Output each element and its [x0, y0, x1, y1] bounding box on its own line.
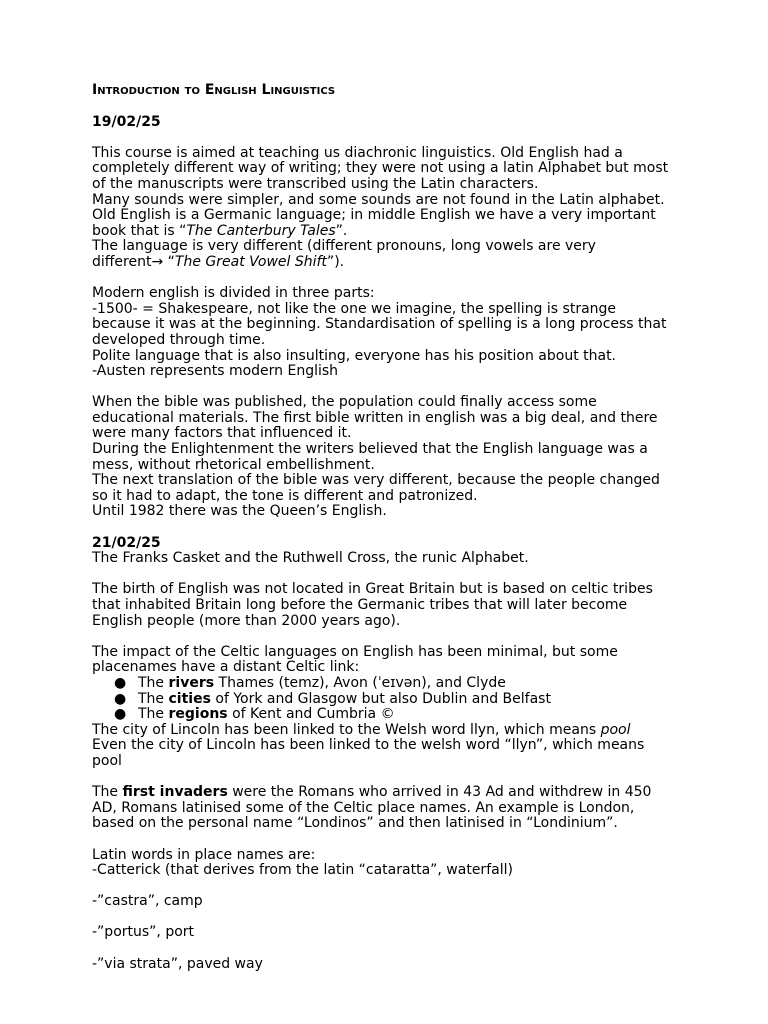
text-line: -”portus”, port — [92, 924, 195, 941]
text-line: educational materials. The first bible written in english was a big deal, and there — [92, 409, 658, 426]
text-line: completely different way of writing; they were not using a latin Alphabet but most — [92, 160, 669, 177]
text-line: -Austen represents modern English — [92, 363, 339, 380]
bullet-icon: ● — [114, 706, 127, 723]
text-line: The impact of the Celtic languages on English has been minimal, but some — [92, 643, 618, 660]
text-line: The next translation of the bible was very different, because the people changed — [92, 472, 660, 489]
text-line: so it had to adapt, the tone is different and patronized. — [92, 487, 478, 504]
list-item: ● The regions of Kent and Cumbria © — [114, 706, 395, 723]
text-line: Many sounds were simpler, and some sounds are not found in the Latin alphabet. — [92, 191, 665, 208]
text-line: Polite language that is also insulting, everyone has his position about that. — [92, 347, 617, 364]
book-title: The Canterbury Tales — [186, 222, 336, 239]
document-title: Introduction to English Linguistics — [92, 82, 336, 98]
text-line: -”via strata”, paved way — [92, 955, 263, 972]
text-line: The first invaders were the Romans who arrived in 43 Ad and withdrew in 450 — [92, 784, 652, 801]
text-line: Until 1982 there was the Queen’s English. — [92, 503, 387, 520]
text-line: different→ “The Great Vowel Shift”). — [92, 253, 345, 270]
text-line: of the manuscripts were transcribed using the Latin characters. — [92, 175, 539, 192]
text-line: placenames have a distant Celtic link: — [92, 659, 360, 676]
vowel-shift-title: The Great Vowel Shift — [174, 253, 327, 270]
text-line: The birth of English was not located in Great Britain but is based on celtic tribes — [92, 581, 653, 598]
text-line: The Franks Casket and the Ruthwell Cross, the runic Alphabet. — [92, 550, 529, 567]
text-line: based on the personal name “Londinos” and then latinised in “Londinium”. — [92, 815, 618, 832]
text-line: Modern english is divided in three parts: — [92, 285, 375, 302]
text-line: During the Enlightenment the writers believed that the English language was a — [92, 441, 648, 458]
text-line: The city of Lincoln has been linked to the Welsh word llyn, which means pool — [92, 721, 631, 738]
text-line: -Catterick (that derives from the latin “cataratta”, waterfall) — [92, 862, 513, 879]
section-date: 19/02/25 — [92, 113, 161, 130]
text-line: because it was at the beginning. Standardisation of spelling is a long process that — [92, 316, 667, 333]
text-line: -”castra”, camp — [92, 893, 203, 910]
text-line: English people (more than 2000 years ago). — [92, 612, 401, 629]
text-line: Latin words in place names are: — [92, 846, 316, 863]
celtic-placenames-list — [92, 676, 712, 723]
bullet-icon: ● — [114, 674, 127, 691]
text-line: developed through time. — [92, 331, 266, 348]
list-item: ● The rivers Thames (temz), Avon (ˈeɪvən), and Clyde — [114, 674, 506, 691]
text-line: Even the city of Lincoln has been linked to the welsh word “llyn”, which means — [92, 737, 645, 754]
list-item: ● The cities of York and Glasgow but also Dublin and Belfast — [114, 690, 551, 707]
text-line: mess, without rhetorical embellishment. — [92, 456, 375, 473]
text-line: The language is very different (different pronouns, long vowels are very — [92, 238, 596, 255]
text-line: that inhabited Britain long before the Germanic tribes that will later become — [92, 597, 628, 613]
text-line: were many factors that influenced it. — [92, 425, 352, 442]
text-line: This course is aimed at teaching us diachronic linguistics. Old English had a — [92, 144, 623, 161]
bullet-icon: ● — [114, 690, 127, 707]
document-content — [92, 83, 712, 972]
text-line: When the bible was published, the population could finally access some — [92, 394, 597, 411]
text-line: book that is “The Canterbury Tales”. — [92, 222, 348, 239]
section-date: 21/02/25 — [92, 534, 161, 551]
text-line: Old English is a Germanic language; in middle English we have a very important — [92, 207, 656, 224]
text-line: AD, Romans latinised some of the Celtic place names. An example is London, — [92, 799, 635, 816]
text-line: -1500- = Shakespeare, not like the one we imagine, the spelling is strange — [92, 300, 617, 317]
text-line: pool — [92, 752, 122, 769]
